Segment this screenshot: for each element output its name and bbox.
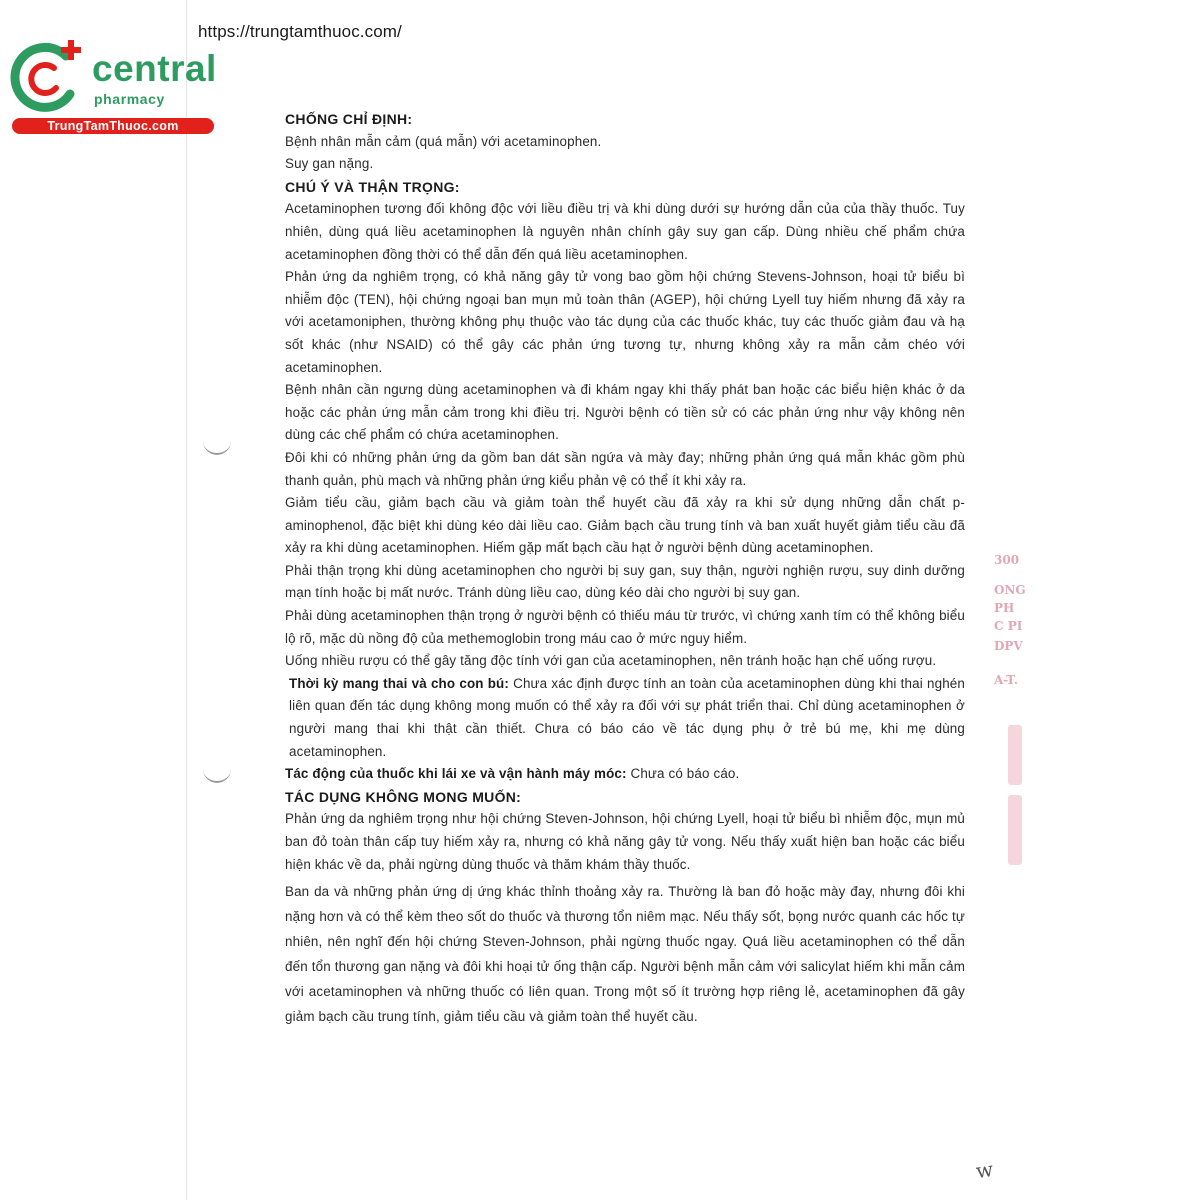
contraindications-heading: CHỐNG CHỈ ĐỊNH: [285, 111, 413, 127]
contraindication-line: Bệnh nhân mẫn cảm (quá mẫn) với acetaminophen. [285, 133, 602, 149]
central-pharmacy-logo[interactable] [8, 38, 218, 138]
precaution-paragraph: Phản ứng da nghiêm trọng, có khả năng gây tử vong bao gồm hội chứng Stevens-Johnson, hoại tử biểu bì nhiễm độc (TEN), hội chứng ngoại ban mụn mủ toàn thân (AGEP), hội chứng Lyell tuy hiếm nhưng đã xảy ra với acetamoniphen, thường không phụ thuộc vào tác dụng của các thuốc khác, tuy các thuốc giảm đau và hạ sốt khác (như NSAID) có thể gây các phản ứng tương tự, nhưng không xảy ra mẫn cảm chéo với acetaminophen. [285, 269, 965, 375]
side-effects-heading: TÁC DỤNG KHÔNG MONG MUỐN: [285, 788, 522, 805]
pregnancy-label: Thời kỳ mang thai và cho con bú: [289, 675, 509, 691]
driving-text: Chưa có báo cáo. [626, 766, 740, 782]
stamp-smear [1008, 795, 1022, 865]
precautions-heading: CHÚ Ý VÀ THẬN TRỌNG: [285, 178, 460, 195]
stamp-text: A-T. [994, 673, 1018, 687]
stamp-text: C PI [994, 619, 1023, 633]
precaution-paragraph: Đôi khi có những phản ứng da gồm ban dát sần ngứa và mày đay; những phản ứng quá mẫn khác gồm phù thanh quản, phù mạch và những phản ứng kiểu phản vệ có thể ít khi xảy ra. [285, 449, 965, 488]
precaution-paragraph: Phải dùng acetaminophen thận trọng ở người bệnh có thiếu máu từ trước, vì chứng xanh tím có thể không biểu lộ rõ, mặc dù nồng độ của methemoglobin trong máu cao ở mức nguy hiểm. [285, 608, 965, 646]
leaflet-text [285, 108, 965, 1029]
stamp-text: ONG [994, 583, 1026, 597]
red-stamp-fragment [990, 545, 1030, 875]
handwritten-initials: w [974, 1156, 995, 1184]
stamp-smear [1008, 725, 1022, 785]
precaution-paragraph: Acetaminophen tương đối không độc với liều điều trị và khi dùng dưới sự hướng dẫn của của thầy thuốc. Tuy nhiên, dùng quá liều acetaminophen là nguyên nhân chính gây suy gan cấp. Dùng nhiều chế phẩm chứa acetaminophen đồng thời có thể dẫn đến quá liều acetaminophen. [285, 201, 965, 262]
precaution-paragraph: Phải thận trọng khi dùng acetaminophen cho người bị suy gan, suy thận, người nghiện rượu, suy dinh dưỡng mạn tính hoặc bị mất nước. Tránh dùng liều cao, dùng kéo dài cho người bị suy gan. [285, 562, 965, 601]
logo-brand-name: central [92, 48, 217, 89]
side-effect-paragraph: Phản ứng da nghiêm trọng như hội chứng Steven-Johnson, hội chứng Lyell, hoại tử biểu bì nhiễm độc, mụn mủ ban đỏ toàn thân cấp tuy hiếm xảy ra, nhưng có khả năng gây tử vong. Nếu thấy xuất hiện ban hoặc các biểu hiện khác về da, phải ngừng dùng thuốc và thăm khám thầy thuốc. [285, 811, 965, 872]
logo-subtitle: pharmacy [94, 91, 165, 107]
binder-hole-mark [203, 437, 231, 455]
precaution-paragraph: Uống nhiều rượu có thể gây tăng độc tính với gan của acetaminophen, nên tránh hoặc hạn chế uống rượu. [285, 653, 937, 669]
driving-paragraph [285, 763, 965, 786]
logo-site-bar: TrungTamThuoc.com [12, 118, 214, 134]
scan-page-edge [186, 0, 187, 1200]
binder-hole-mark [203, 765, 231, 783]
pharmacy-cross-icon [8, 38, 92, 118]
precaution-paragraph: Giảm tiểu cầu, giảm bạch cầu và giảm toàn thể huyết cầu đã xảy ra khi sử dụng những dẫn chất p-aminophenol, đặc biệt khi dùng kéo dài liều cao. Giảm bạch cầu trung tính và ban xuất huyết giảm tiểu cầu đã xảy ra khi dùng acetaminophen. Hiếm gặp mất bạch cầu hạt ở người bệnh dùng acetaminophen. [285, 495, 965, 556]
source-url[interactable]: https://trungtamthuoc.com/ [198, 22, 402, 41]
contraindication-line: Suy gan nặng. [285, 156, 374, 172]
stamp-text: PH [994, 601, 1015, 615]
side-effect-paragraph: Ban da và những phản ứng dị ứng khác thỉnh thoảng xảy ra. Thường là ban đỏ hoặc mày đay, nhưng đôi khi nặng hơn và có thể kèm theo sốt do thuốc và thương tổn niêm mạc. Nếu thấy sốt, bọng nước quanh các hốc tự nhiên, nên nghĩ đến hội chứng Steven-Johnson, phải ngừng thuốc ngay. Quá liều acetaminophen có thể dẫn đến tổn thương gan nặng và đôi khi hoại tử ống thận cấp. Người bệnh mẫn cảm với salicylat hiếm khi mẫn cảm với acetaminophen và những thuốc có liên quan. Trong một số ít trường hợp riêng lẻ, acetaminophen đã gây giảm bạch cầu trung tính, giảm tiểu cầu và giảm toàn thể huyết cầu. [285, 884, 965, 1025]
stamp-text: 300 [994, 553, 1020, 567]
pregnancy-text: Chưa xác định được tính an toàn của acetaminophen dùng khi thai nghén liên quan đến tác dụng không mong muốn có thể xảy ra đối với sự phát triển thai. Chỉ dùng acetaminophen ở người mang thai khi thật cần thiết. Chưa có báo cáo về tác dụng phụ ở trẻ bú mẹ, khi mẹ dùng acetaminophen. [289, 675, 965, 759]
stamp-text: DPV [994, 639, 1023, 653]
pregnancy-paragraph [285, 673, 965, 763]
driving-label: Tác động của thuốc khi lái xe và vận hành máy móc: [285, 766, 627, 782]
precaution-paragraph: Bệnh nhân cần ngưng dùng acetaminophen và đi khám ngay khi thấy phát ban hoặc các biểu hiện khác ở da hoặc các phản ứng mẫn cảm trong khi điều trị. Người bệnh có tiền sử có các phản ứng như vậy không nên dùng các chế phẩm có chứa acetaminophen. [285, 382, 965, 443]
